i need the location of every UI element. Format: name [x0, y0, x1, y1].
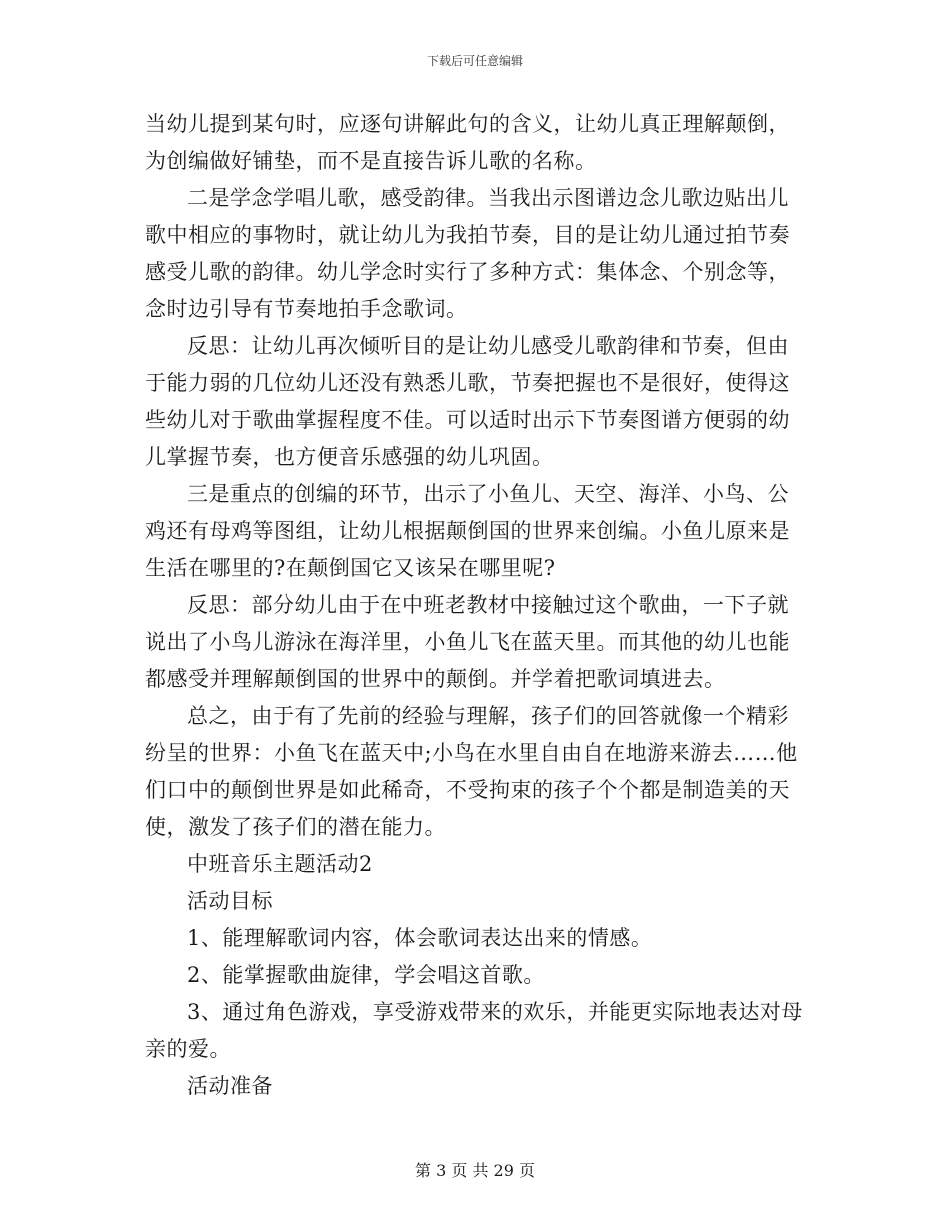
text-line: 纷呈的世界：小鱼飞在蓝天中;小鸟在水里自由自在地游来游去……他	[145, 741, 798, 765]
paragraph-start: 总之，由于有了先前的经验与理解，孩子们的回答就像一个精彩	[187, 704, 789, 728]
text-line: 都感受并理解颠倒国的世界中的颠倒。并学着把歌词填进去。	[145, 667, 726, 691]
list-item: 2、能掌握歌曲旋律，学会唱这首歌。	[187, 963, 545, 987]
paragraph-start: 反思：让幼儿再次倾听目的是让幼儿感受儿歌韵律和节奏，但由	[187, 334, 789, 358]
text-line: 为创编做好铺垫，而不是直接告诉儿歌的名称。	[145, 149, 597, 173]
list-item: 1、能理解歌词内容，体会歌词表达出来的情感。	[187, 926, 653, 950]
page-number: 第 3 页 共 29 页	[415, 1161, 535, 1180]
text-line: 感受儿歌的韵律。幼儿学念时实行了多种方式：集体念、个别念等，	[145, 260, 790, 284]
text-line: 念时边引导有节奏地拍手念歌词。	[145, 297, 468, 321]
text-line: 些幼儿对于歌曲掌握程度不佳。可以适时出示下节奏图谱方便弱的幼	[145, 408, 790, 432]
text-line: 当幼儿提到某句时，应逐句讲解此句的含义，让幼儿真正理解颠倒，	[145, 112, 790, 136]
paragraph-start: 反思：部分幼儿由于在中班老教材中接触过这个歌曲，一下子就	[187, 593, 789, 617]
text-line: 们口中的颠倒世界是如此稀奇，不受拘束的孩子个个都是制造美的天	[145, 778, 790, 802]
section-heading: 中班音乐主题活动2	[187, 852, 373, 876]
text-line: 鸡还有母鸡等图组，让幼儿根据颠倒国的世界来创编。小鱼儿原来是	[145, 519, 790, 543]
section-heading: 活动目标	[187, 889, 273, 913]
page-header: 下载后可任意编辑	[426, 54, 523, 68]
text-line: 儿掌握节奏，也方便音乐感强的幼儿巩固。	[145, 445, 554, 469]
text-line: 生活在哪里的?在颠倒国它又该呆在哪里呢?	[145, 556, 556, 580]
text-line: 歌中相应的事物时，就让幼儿为我拍节奏，目的是让幼儿通过拍节奏	[145, 223, 790, 247]
section-heading: 活动准备	[187, 1074, 273, 1098]
text-line: 说出了小鸟儿游泳在海洋里，小鱼儿飞在蓝天里。而其他的幼儿也能	[145, 630, 790, 654]
document-body	[145, 106, 807, 1105]
list-item: 3、通过角色游戏，享受游戏带来的欢乐，并能更实际地表达对母	[187, 1000, 803, 1024]
paragraph-start: 二是学念学唱儿歌，感受韵律。当我出示图谱边念儿歌边贴出儿	[187, 186, 789, 210]
paragraph-start: 三是重点的创编的环节，出示了小鱼儿、天空、海洋、小鸟、公	[187, 482, 789, 506]
text-line: 于能力弱的几位幼儿还没有熟悉儿歌，节奏把握也不是很好，使得这	[145, 371, 790, 395]
text-line: 亲的爱。	[145, 1037, 231, 1061]
text-line: 使，激发了孩子们的潜在能力。	[145, 815, 446, 839]
